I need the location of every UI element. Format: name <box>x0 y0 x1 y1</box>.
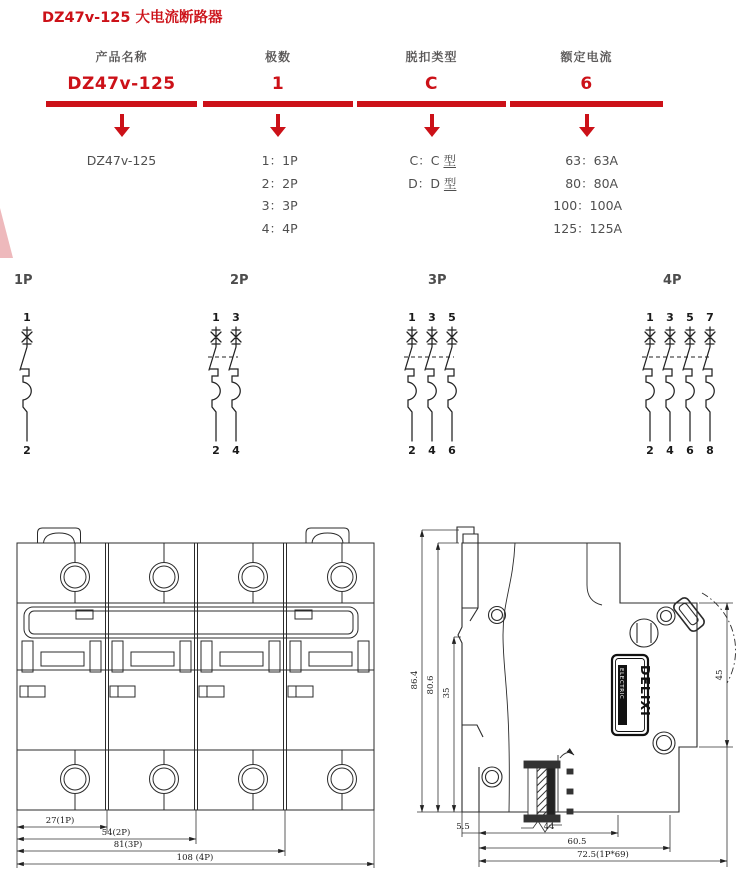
column-header: 脱扣类型 <box>405 50 458 64</box>
terminal-number: 6 <box>448 444 456 457</box>
wiring-diagram-4p <box>638 310 726 460</box>
column-code-value: C <box>425 74 438 94</box>
terminal-number: 6 <box>686 444 694 457</box>
terminal-number: 2 <box>23 444 31 457</box>
code-item: 4：4P <box>261 220 298 236</box>
column-items <box>203 150 353 240</box>
dimension-label: 80.6 <box>426 675 436 695</box>
wiring-label-4p: 4P <box>663 273 682 288</box>
side-view-linework <box>457 527 736 812</box>
terminal-number: 8 <box>706 444 714 457</box>
dimension-label: 27(1P) <box>45 816 75 826</box>
down-arrow-icon <box>270 114 286 137</box>
handle-bar <box>24 607 358 638</box>
certification-mark <box>521 753 574 832</box>
down-arrow-icon <box>579 114 595 137</box>
terminal-number: 5 <box>448 311 456 324</box>
column-code-value: DZ47v-125 <box>67 74 176 94</box>
terminal-number: 4 <box>428 444 436 457</box>
terminal-number: 2 <box>646 444 654 457</box>
pole-symbol-path <box>209 327 241 441</box>
terminal-number: 2 <box>408 444 416 457</box>
dimension-label: 86.4 <box>410 670 420 690</box>
dimension-label: 108 (4P) <box>176 853 214 863</box>
column-code-value: 1 <box>271 74 285 94</box>
wiring-label-1p: 1P <box>14 273 33 288</box>
code-item: 1：1P <box>261 153 298 168</box>
code-item: 63：63A <box>565 153 619 168</box>
code-item: 2：2P <box>261 175 298 191</box>
column-items <box>46 150 197 173</box>
dimension-label: 5.5 <box>456 822 470 832</box>
terminal-number: 3 <box>666 311 674 324</box>
terminal-number: 7 <box>706 311 714 324</box>
side-view-dimension-lines <box>417 530 733 867</box>
code-column-product <box>46 48 197 173</box>
wiring-diagram-svg <box>204 310 252 460</box>
red-underline-bar <box>357 101 506 107</box>
red-underline-bar <box>203 101 353 107</box>
red-underline-bar <box>46 101 197 107</box>
brand-subtext: ELECTRIC <box>617 668 624 700</box>
pole-symbol-path <box>405 327 457 441</box>
terminal-number: 4 <box>232 444 240 457</box>
column-header: 极数 <box>264 50 291 64</box>
pole-symbol-path <box>20 327 32 441</box>
page-title: DZ47v-125 大电流断路器 <box>42 10 223 26</box>
terminal-number: 3 <box>232 311 240 324</box>
side-view-drawing <box>397 515 749 875</box>
dimension-label: 60.5 <box>567 837 587 847</box>
wiring-diagram-2p <box>204 310 252 460</box>
wiring-diagram-svg <box>400 310 468 460</box>
column-header: 产品名称 <box>95 50 148 64</box>
column-code-value: 6 <box>580 74 593 94</box>
dimension-label: 35 <box>442 687 452 699</box>
terminal-number: 3 <box>428 311 436 324</box>
pole-symbol-path <box>643 327 715 441</box>
code-column-poles <box>203 48 353 240</box>
code-item: D：D 型 <box>408 175 457 191</box>
wiring-diagram-1p <box>15 310 43 460</box>
code-column-rated-current <box>510 48 663 240</box>
down-arrow-icon <box>114 114 130 137</box>
terminal-number: 1 <box>23 311 31 324</box>
column-header: 额定电流 <box>560 50 613 64</box>
terminal-number: 5 <box>686 311 694 324</box>
code-item: C：C 型 <box>409 153 456 168</box>
code-item: 80：80A <box>565 175 619 191</box>
brand-label <box>612 655 653 735</box>
terminal-number: 1 <box>408 311 416 324</box>
code-item: 125：125A <box>553 220 623 236</box>
code-column-trip-type <box>357 48 506 195</box>
terminal-number: 1 <box>212 311 220 324</box>
down-arrow-icon <box>424 114 440 137</box>
page-edge-graphic <box>0 208 13 258</box>
wiring-diagram-3p <box>400 310 468 460</box>
wiring-diagram-svg <box>638 310 726 460</box>
terminal-number: 2 <box>212 444 220 457</box>
column-items <box>357 150 506 195</box>
code-item: 3：3P <box>261 198 298 213</box>
dimension-label: 45 <box>715 669 725 681</box>
code-item: 100：100A <box>553 198 623 213</box>
dimension-label: 72.5(1P*69) <box>577 850 629 860</box>
column-items <box>510 150 663 240</box>
handle-swing-arc <box>702 593 736 683</box>
terminal-number: 1 <box>646 311 654 324</box>
brand-text: DELIXI <box>638 665 653 717</box>
wiring-label-2p: 2P <box>230 273 249 288</box>
wiring-label-3p: 3P <box>428 273 447 288</box>
front-view-drawing <box>8 518 383 870</box>
dimension-label: 54(2P) <box>101 828 131 838</box>
din-clip-top <box>457 527 478 543</box>
dimension-label: 44 <box>543 822 555 832</box>
wiring-diagram-svg <box>15 310 43 460</box>
red-underline-bar <box>510 101 663 107</box>
code-item: DZ47v-125 <box>86 153 157 168</box>
toggle-handle <box>672 596 706 633</box>
din-clip-bottom <box>462 725 483 812</box>
dimension-label: 81(3P) <box>113 840 143 850</box>
front-view-linework <box>17 528 374 810</box>
terminal-number: 4 <box>666 444 674 457</box>
